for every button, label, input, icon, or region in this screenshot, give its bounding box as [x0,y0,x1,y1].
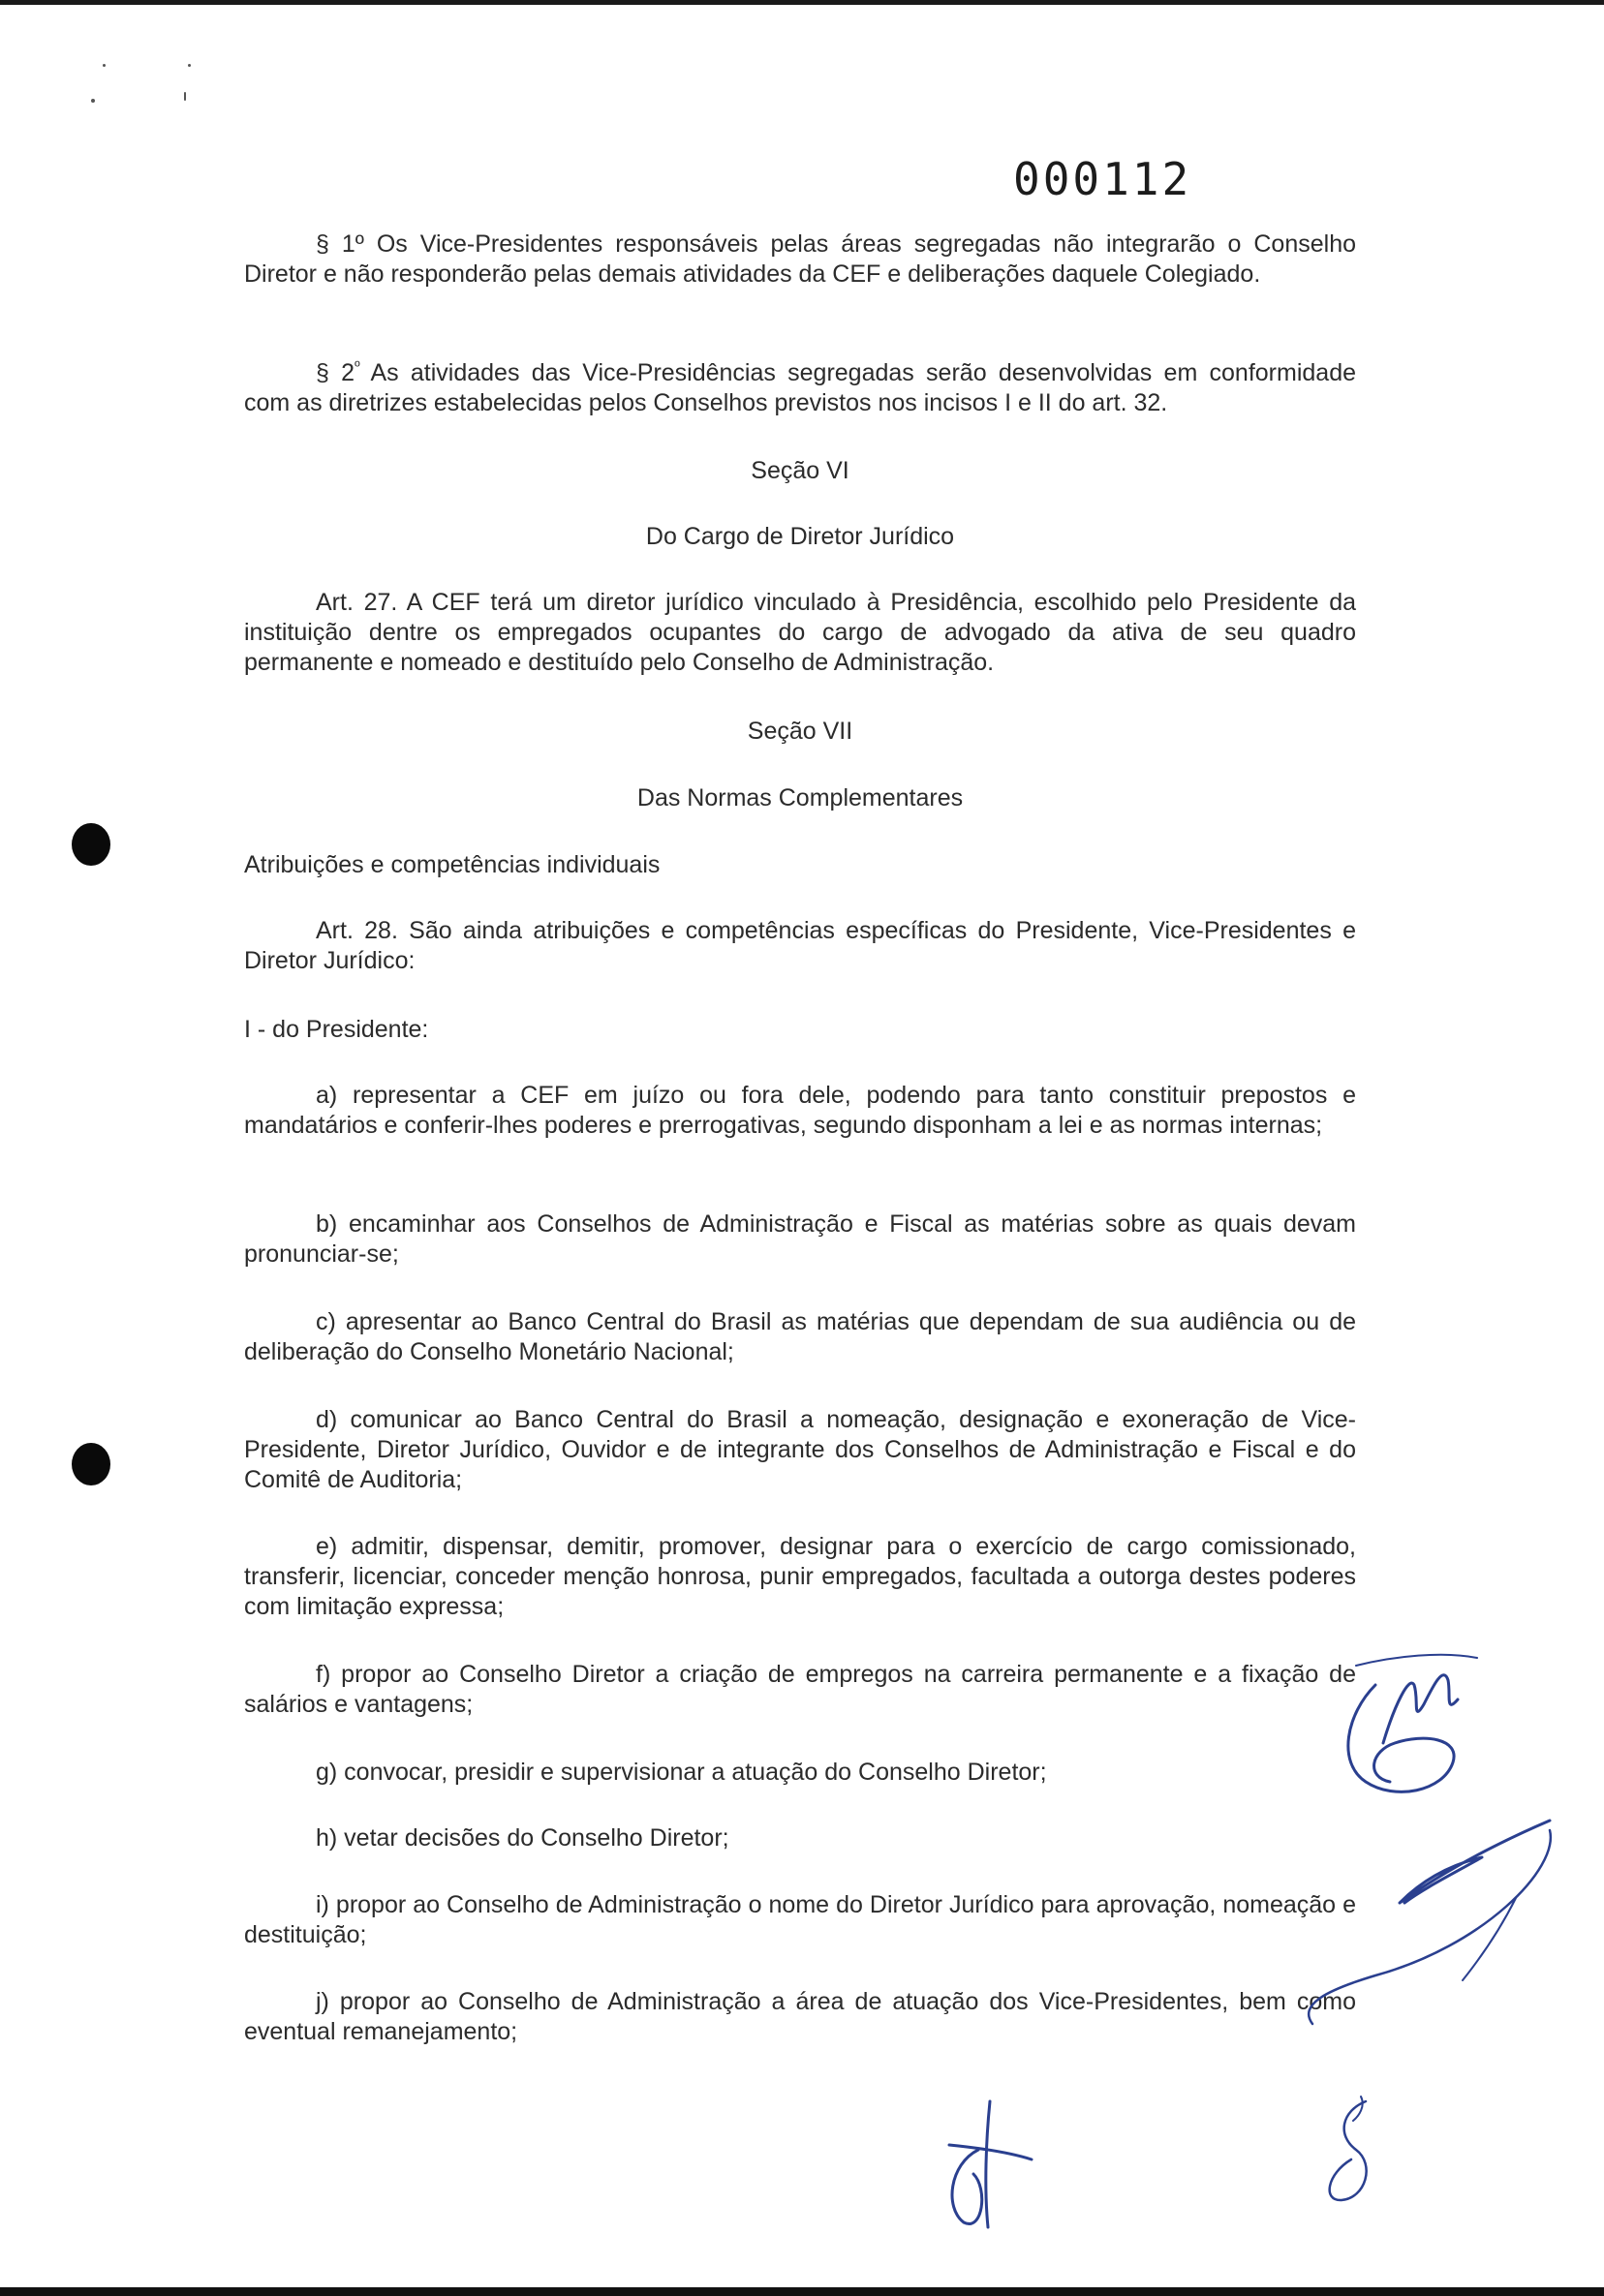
item-d: d) comunicar ao Banco Central do Brasil a nomeação, designação e exoneração de Vice-Presidente, Diretor Jurídico, Ouvidor e de integrante dos Conselhos de Administração e Fiscal e do Comitê de Auditoria; [244,1406,1356,1493]
scan-speck [103,64,106,67]
signature-initials-top-right [1337,1646,1482,1811]
signature-initial-bottom-right [1312,2092,1390,2218]
item-g: g) convocar, presidir e supervisionar a atuação do Conselho Diretor; [316,1759,1047,1786]
item-b: b) encaminhar aos Conselhos de Administração e Fiscal as matérias sobre as quais devam pronunciar-se; [244,1210,1356,1268]
item-h: h) vetar decisões do Conselho Diretor; [316,1824,729,1852]
paragraph-1: § 1º Os Vice-Presidentes responsáveis pelas áreas segregadas não integrarão o Conselho Diretor e não responderão pelas demais atividades da CEF e deliberações daquele Colegiado. [244,230,1356,288]
paragraph-2-ordinal: º [355,358,360,376]
scan-edge-top [0,0,1604,5]
signature-initial-bottom-center [930,2092,1046,2237]
item-f: f) propor ao Conselho Diretor a criação de empregos na carreira permanente e a fixação de salários e vantagens; [244,1661,1356,1718]
section-vi-title: Do Cargo de Diretor Jurídico [645,523,955,550]
paragraph-2-prefix: § 2 [316,359,355,386]
article-28: Art. 28. São ainda atribuições e competências específicas do Presidente, Vice-Presidentes e Diretor Jurídico: [244,917,1356,974]
item-a: a) representar a CEF em juízo ou fora dele, podendo para tanto constituir prepostos e mandatários e conferir-lhes poderes e prerrogativas, segundo disponham a lei e as normas internas; [244,1082,1356,1139]
subtitle-individual-powers: Atribuições e competências individuais [244,851,661,878]
item-j: j) propor ao Conselho de Administração a área de atuação dos Vice-Presidentes, bem como eventual remanejamento; [244,1988,1356,2045]
punch-hole-bottom [72,1443,110,1485]
paragraph-2-text: As atividades das Vice-Presidências segregadas serão desenvolvidas em conformidade com as diretrizes estabelecidas pelos Conselhos previstos nos incisos I e II do art. 32. [244,359,1356,416]
punch-hole-top [72,823,110,866]
item-i: i) propor ao Conselho de Administração o nome do Diretor Jurídico para aprovação, nomeação e destituição; [244,1891,1356,1948]
scan-speck [184,92,186,101]
inciso-i: I - do Presidente: [244,1016,429,1043]
section-vii-heading: Seção VII [747,718,853,745]
article-27: Art. 27. A CEF terá um diretor jurídico vinculado à Presidência, escolhido pelo Presidente da instituição dentre os empregados ocupantes do cargo de advogado da ativa de seu quadro permanente e nomeado e destituído pelo Conselho de Administração. [244,589,1356,676]
page-number-stamp: 000112 [1013,153,1192,205]
scan-speck [188,64,191,67]
scan-edge-bottom [0,2287,1604,2296]
scan-speck [91,99,95,103]
paragraph-2 [244,358,1356,418]
item-e: e) admitir, dispensar, demitir, promover, designar para o exercício de cargo comissionado, transferir, licenciar, conceder menção honrosa, punir empregados, facultada a outorga destes poderes com limitação expressa; [244,1533,1356,1620]
item-c: c) apresentar ao Banco Central do Brasil as matérias que dependam de sua audiência ou de deliberação do Conselho Monetário Nacional; [244,1308,1356,1365]
section-vi-heading: Seção VI [751,457,849,484]
section-vii-title: Das Normas Complementares [636,784,964,811]
signature-stroke-right [1288,1811,1559,2034]
